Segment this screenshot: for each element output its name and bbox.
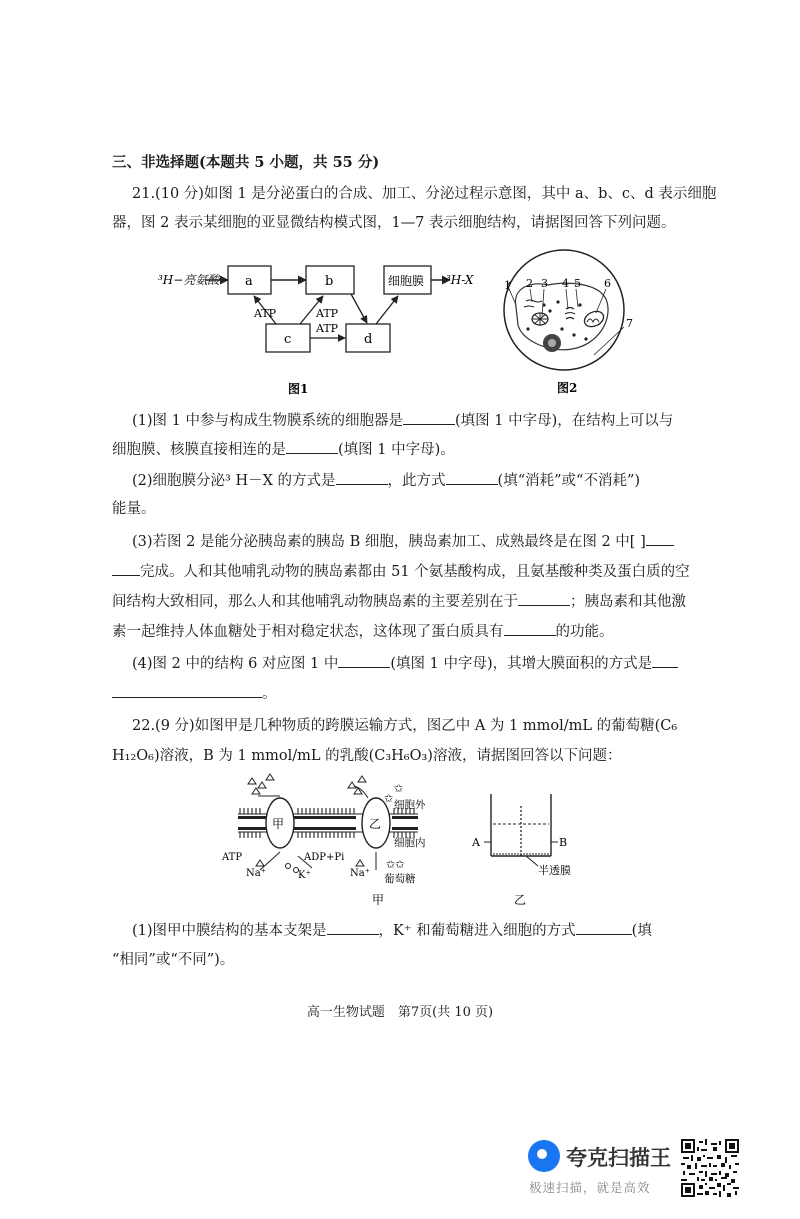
fig-yi-label-b: B (559, 836, 568, 849)
q21-part3-text-f: 的功能。 (555, 624, 614, 640)
q22-part1-text-a: (1)图甲中膜结构的基本支架是 (132, 923, 327, 939)
q22-intro-line-2: H₁₂O₆)溶液，B 为 1 mmol/mL 的乳酸(C₃H₆O₃)溶液，请据图回答以下问题： (112, 748, 622, 764)
q21-part3-text-d: ；胰岛素和其他激 (570, 594, 686, 610)
q22-part1-answer-blank-1[interactable] (327, 920, 379, 935)
fig1-atp-label-3: ATP (316, 322, 339, 335)
q21-part2-text-b: ，此方式 (387, 473, 446, 489)
fig-jia-na-label-1: Na⁺ (246, 868, 266, 879)
q21-part1-line-2 (112, 439, 455, 460)
scanner-watermark (528, 1138, 678, 1198)
q22-part1-answer-blank-2[interactable] (576, 920, 632, 935)
section-title: 三、非选择题(本题共 5 小题，共 55 分) (112, 154, 380, 171)
q22-part1-line-1 (132, 920, 652, 941)
q21-part4-answer-blank-1[interactable] (338, 653, 390, 668)
fig2-label-1: 1 (504, 279, 511, 292)
q21-part4-answer-blank-2a[interactable] (652, 653, 678, 668)
q21-part4-text-a: (4)图 2 中的结构 6 对应图 1 中 (132, 656, 339, 672)
q21-part3-line-3 (112, 591, 686, 612)
q21-part1-answer-blank-2[interactable] (286, 439, 338, 454)
q21-intro-line-1: 21.(10 分)如图 1 是分泌蛋白的合成、加工、分泌过程示意图，其中 a、b、c、d 表示细胞 (132, 186, 717, 202)
q21-part3-text-e: 素一起维持人体血糖处于相对稳定状态，这体现了蛋白质具有 (112, 624, 504, 640)
fig1-label-membrane: 细胞膜 (388, 274, 425, 288)
fig2-label-5: 5 (574, 277, 581, 290)
quark-logo-icon (528, 1140, 560, 1172)
fig1-atp-label-1: ATP (254, 307, 277, 320)
fig-jia-caption: 甲 (372, 893, 385, 907)
fig1-label-b: b (325, 274, 334, 289)
q21-part2-answer-blank-1[interactable] (336, 470, 388, 485)
page-footer: 高一生物试题 第7页(共 10 页) (306, 1005, 494, 1020)
figure-2-cell-diagram (488, 247, 648, 397)
watermark-title: 夸克扫描王 (566, 1146, 671, 1170)
figure-jia-membrane-transport (218, 776, 428, 912)
q21-part1-answer-blank-1[interactable] (403, 410, 455, 425)
fig2-label-4: 4 (562, 277, 569, 290)
figure-yi-u-tube (466, 792, 586, 912)
fig-jia-adp-label: ADP+Pi (304, 852, 345, 863)
fig-yi-caption: 乙 (514, 893, 527, 907)
q21-part1-line-1 (132, 410, 673, 431)
q21-part3-text-c: 间结构大致相同，那么人和其他哺乳动物胰岛素的主要差别在于 (112, 594, 518, 610)
fig-jia-k-label: K⁺ (298, 870, 311, 881)
q21-part3-answer-blank-1b[interactable] (112, 561, 140, 576)
q21-part4-text-b: (填图 1 中字母)，其增大膜面积的方式是 (390, 656, 653, 672)
fig-yi-membrane-label: 半透膜 (538, 864, 571, 877)
svg-text:✩: ✩ (384, 792, 394, 805)
fig1-caption: 图1 (288, 382, 309, 396)
q22-intro-line-1: 22.(9 分)如图甲是几种物质的跨膜运输方式，图乙中 A 为 1 mmol/mL 的葡萄糖(C₆ (132, 718, 678, 734)
q21-part4-answer-blank-2b[interactable] (112, 683, 262, 698)
q21-part1-text-b: (填图 1 中字母)，在结构上可以与 (454, 413, 674, 429)
q21-part4-line-1 (132, 653, 678, 674)
fig-jia-glucose-label: 葡萄糖 (384, 873, 416, 885)
fig-yi-label-a: A (472, 836, 480, 849)
fig2-label-3: 3 (541, 277, 548, 290)
fig2-caption: 图2 (557, 381, 578, 395)
fig2-label-6: 6 (604, 277, 611, 290)
q21-part3-answer-blank-1a[interactable] (646, 531, 674, 546)
fig1-label-c: c (284, 332, 292, 347)
q21-part2-answer-blank-2[interactable] (446, 470, 498, 485)
fig-jia-na-label-2: Na⁺ (350, 868, 370, 879)
q21-part2-line-2: 能量。 (112, 501, 156, 517)
q21-part3-line-4 (112, 621, 614, 642)
q21-part1-text-c: 细胞膜、核膜直接相连的是 (112, 442, 286, 458)
q21-part2-line-1 (132, 470, 640, 491)
fig-jia-inside-label: 细胞内 (394, 837, 426, 849)
qr-code-icon (681, 1139, 739, 1197)
q21-part3-line-1 (132, 531, 674, 552)
q21-part2-text-c: (填“消耗”或“不消耗”) (497, 473, 641, 489)
figure-1-secretion-diagram (140, 255, 474, 400)
q21-part3-answer-blank-3[interactable] (504, 621, 556, 636)
watermark-subtitle: 极速扫描，就是高效 (529, 1180, 651, 1195)
q22-part1-text-c: (填 (631, 923, 652, 939)
fig-jia-protein-2-label: 乙 (369, 817, 382, 831)
svg-text:✩✩: ✩✩ (386, 858, 405, 871)
svg-text:✩: ✩ (394, 782, 404, 795)
fig1-input-label: ³H−亮氨酸 (158, 273, 220, 287)
q21-part3-text-b: 完成。人和其他哺乳动物的胰岛素都由 51 个氨基酸构成，且氨基酸种类及蛋白质的空 (140, 564, 690, 580)
q21-part4-line-2 (112, 683, 277, 704)
fig1-label-d: d (364, 332, 373, 347)
q21-part3-answer-blank-2[interactable] (518, 591, 570, 606)
q22-part1-text-b: ，K⁺ 和葡萄糖进入细胞的方式 (378, 923, 576, 939)
q21-part1-text-a: (1)图 1 中参与构成生物膜系统的细胞器是 (132, 413, 403, 429)
q21-intro-line-2: 器，图 2 表示某细胞的亚显微结构模式图，1—7 表示细胞结构，请据图回答下列问题。 (112, 215, 676, 231)
q21-part2-text-a: (2)细胞膜分泌³ H－X 的方式是 (132, 473, 336, 489)
q21-part3-text-a: (3)若图 2 是能分泌胰岛素的胰岛 B 细胞，胰岛素加工、成熟最终是在图 2 中[ ] (132, 534, 646, 550)
fig1-atp-label-2: ATP (316, 307, 339, 320)
q21-part4-text-c: 。 (262, 686, 277, 702)
fig-jia-protein-1-label: 甲 (272, 817, 285, 831)
fig1-label-a: a (245, 274, 253, 289)
q22-part1-line-2: “相同”或“不同”)。 (112, 952, 235, 968)
fig-jia-atp-label: ATP (222, 852, 243, 863)
fig2-label-2: 2 (526, 277, 533, 290)
fig2-label-7: 7 (626, 317, 633, 330)
q21-part1-text-d: (填图 1 中字母)。 (338, 442, 455, 458)
fig-jia-outside-label: 细胞外 (394, 799, 426, 811)
q21-part3-line-2 (112, 561, 690, 582)
fig1-output-label: ³H-X (446, 273, 474, 287)
